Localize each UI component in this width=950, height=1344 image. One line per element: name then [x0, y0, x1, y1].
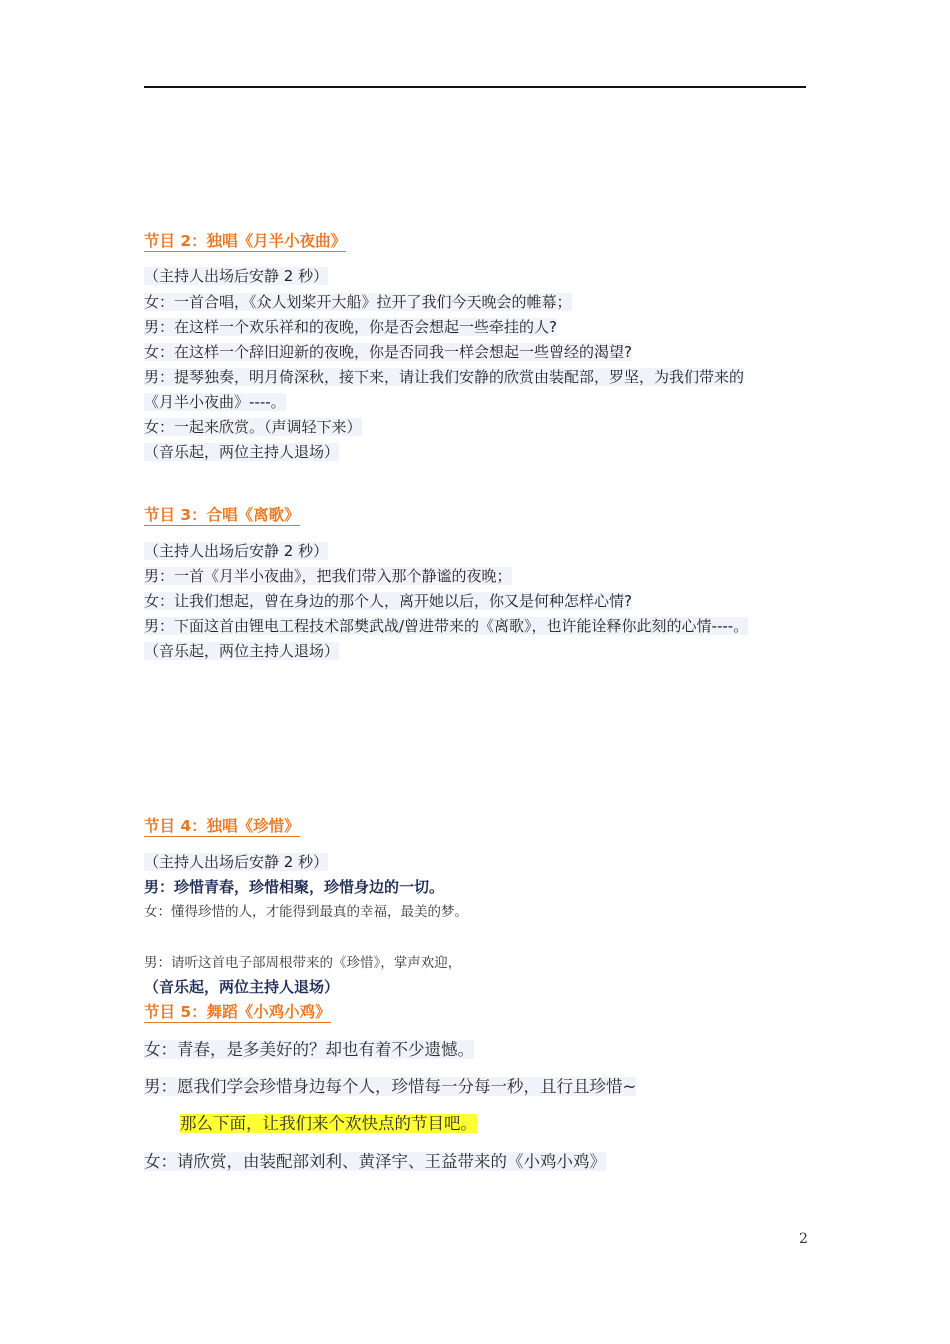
dialogue-line: 男：愿我们学会珍惜身边每个人，珍惜每一分每一秒，且行且珍惜~ [144, 1077, 637, 1096]
dialogue-line: 男：下面这首由锂电工程技术部樊武战/曾进带来的《离歌》，也许能诠释你此刻的心情----。 [144, 617, 749, 635]
dialogue-line: 女：懂得珍惜的人，才能得到最真的幸福，最美的梦。 [144, 904, 468, 920]
dialogue-line: 男：一首《月半小夜曲》，把我们带入那个静谧的夜晚； [144, 567, 512, 585]
section-heading [144, 1002, 331, 1022]
section-heading-text: 节目 4：独唱《珍惜》 [144, 817, 300, 835]
stage-direction: （音乐起，两位主持人退场） [144, 642, 340, 660]
dialogue-line: 女：让我们想起，曾在身边的那个人，离开她以后，你又是何种怎样心情? [144, 592, 632, 610]
dialogue-line: 男：在这样一个欢乐祥和的夜晚，你是否会想起一些牵挂的人? [144, 318, 557, 336]
section-heading [144, 505, 300, 525]
section-heading [144, 231, 346, 251]
header-rule [144, 86, 806, 88]
dialogue-line: 男：珍惜青春，珍惜相聚，珍惜身边的一切。 [144, 878, 445, 896]
dialogue-line: 男：请听这首电子部周根带来的《珍惜》，掌声欢迎， [144, 955, 462, 971]
highlighted-line: 那么下面，让我们来个欢快点的节目吧。 [180, 1114, 477, 1133]
dialogue-line: 女：青春，是多美好的？却也有着不少遗憾。 [144, 1040, 474, 1059]
section-heading-text: 节目 2：独唱《月半小夜曲》 [144, 232, 347, 250]
stage-direction: （主持人出场后安静 2 秒） [144, 542, 329, 560]
dialogue-line: 女：在这样一个辞旧迎新的夜晚，你是否同我一样会想起一些曾经的渴望? [144, 343, 632, 361]
section-heading-text: 节目 3：合唱《离歌》 [144, 506, 300, 524]
dialogue-line: 女：请欣赏，由装配部刘利、黄泽宇、王益带来的《小鸡小鸡》 [144, 1152, 606, 1171]
stage-direction: （音乐起，两位主持人退场） [144, 978, 340, 996]
dialogue-line: 《月半小夜曲》----。 [144, 393, 286, 411]
dialogue-line: 男：提琴独奏，明月倚深秋，接下来，请让我们安静的欣赏由装配部，罗坚，为我们带来的 [144, 368, 745, 386]
page-number: 2 [799, 1231, 808, 1247]
stage-direction: （主持人出场后安静 2 秒） [144, 853, 329, 871]
dialogue-line: 女：一起来欣赏。（声调轻下来） [144, 418, 362, 436]
section-heading [144, 816, 300, 836]
dialogue-line: 女：一首合唱，《众人划桨开大船》拉开了我们今天晚会的帷幕； [144, 293, 572, 311]
section-heading-text: 节目 5：舞蹈《小鸡小鸡》 [144, 1003, 331, 1021]
stage-direction: （主持人出场后安静 2 秒） [144, 267, 329, 285]
stage-direction: （音乐起，两位主持人退场） [144, 443, 340, 461]
